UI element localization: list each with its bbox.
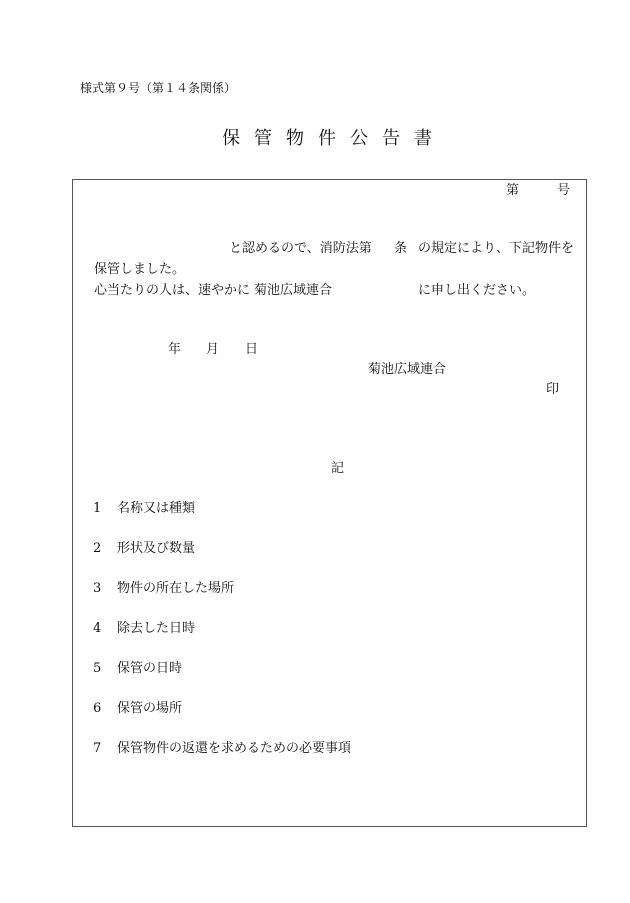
date-year: 年: [168, 342, 182, 357]
item-number: 5: [93, 661, 102, 676]
item-number: 4: [93, 621, 102, 636]
item-number: 2: [93, 541, 102, 556]
item-number: 6: [93, 701, 102, 716]
item-label: 名称又は種類: [117, 501, 196, 516]
page-title: 保管物件公告書: [222, 128, 446, 149]
doc-number-suffix: 号: [557, 183, 571, 198]
issuer-name: 菊池広域連合: [368, 362, 447, 377]
list-item: [93, 501, 195, 517]
seal-mark: 印: [546, 382, 560, 397]
date-day: 日: [245, 342, 259, 357]
body-line2: 保管しました。: [94, 262, 186, 277]
body-line1-a: と認めるので、消防法第: [229, 241, 372, 256]
list-item: [93, 701, 182, 717]
item-number: 1: [93, 501, 102, 516]
item-label: 保管の場所: [117, 701, 183, 716]
body-line1-c: の規定により、下記物件を: [418, 241, 575, 256]
item-number: 7: [93, 741, 102, 756]
list-item: [93, 621, 195, 637]
date-month: 月: [206, 342, 220, 357]
list-item: [93, 541, 195, 557]
item-label: 形状及び数量: [117, 541, 196, 556]
body-line3-a: 心当たりの人は、速やかに: [94, 283, 251, 298]
list-item: [93, 581, 234, 597]
body-line3-b: 菊池広域連合: [254, 283, 333, 298]
list-item: [93, 661, 182, 677]
body-line1-b: 条: [394, 241, 408, 256]
item-label: 除去した日時: [117, 621, 196, 636]
doc-number-prefix: 第: [506, 183, 520, 198]
form-number: 様式第９号（第１４条関係）: [80, 81, 237, 95]
list-item: [93, 741, 351, 757]
notes-heading: 記: [331, 461, 345, 476]
item-label: 保管物件の返還を求めるための必要事項: [117, 741, 352, 756]
item-number: 3: [93, 581, 102, 596]
item-label: 保管の日時: [117, 661, 183, 676]
item-label: 物件の所在した場所: [117, 581, 235, 596]
body-line3-c: に申し出ください。: [418, 283, 536, 298]
